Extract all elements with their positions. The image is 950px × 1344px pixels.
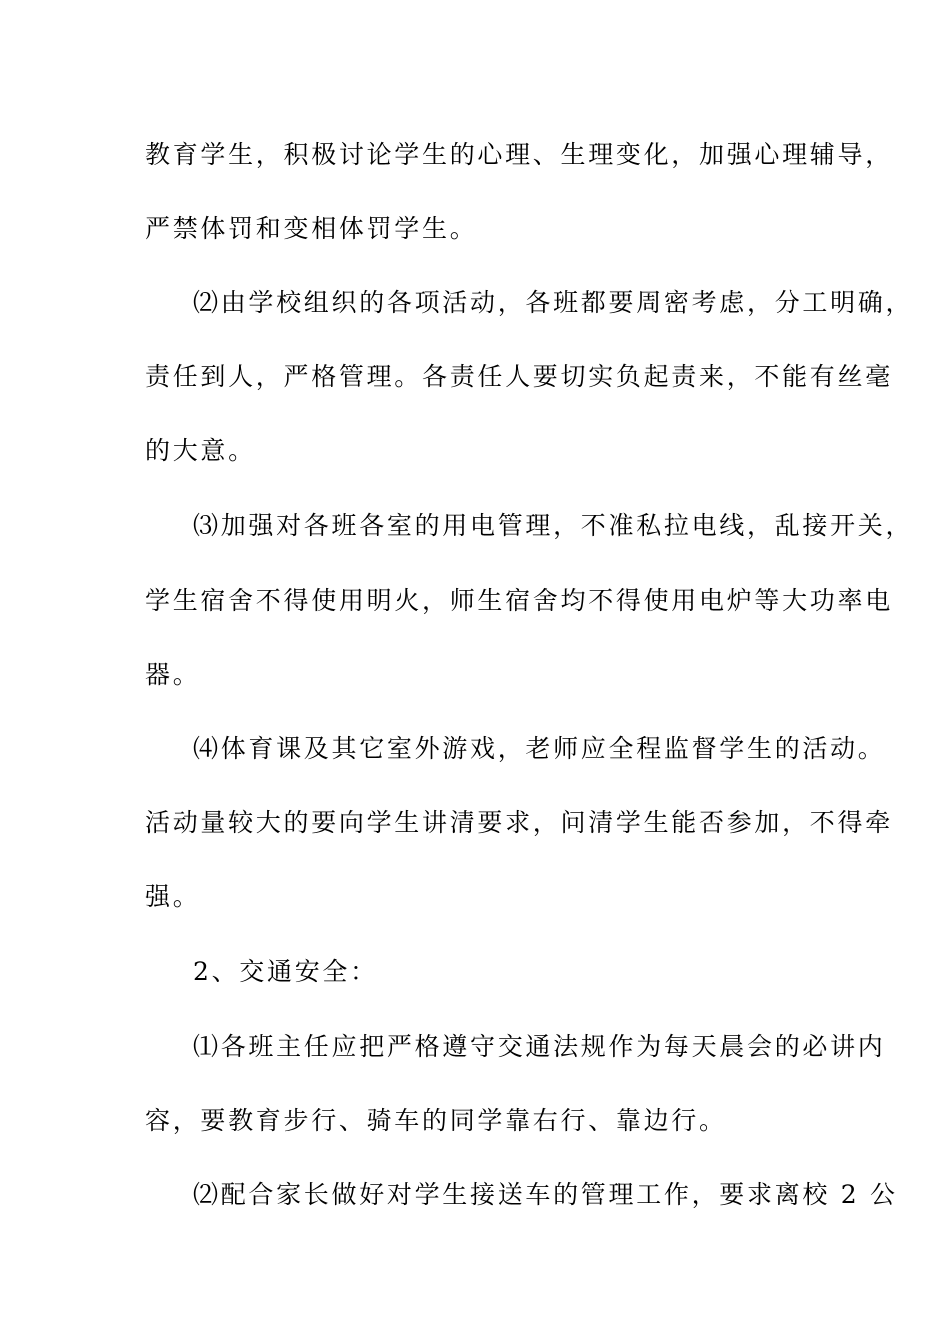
- paragraph-start-line: ⑷体育课及其它室外游戏，老师应全程监督学生的活动。: [193, 734, 886, 763]
- paragraph-start-line: ⑶加强对各班各室的用电管理，不准私拉电线，乱接开关，: [193, 511, 914, 540]
- text-line: 的大意。: [145, 436, 256, 465]
- text-line: 容，要教育步行、骑车的同学靠右行、靠边行。: [145, 1106, 727, 1135]
- text-line: 严禁体罚和变相体罚学生。: [145, 214, 478, 243]
- text-line: 责任到人，严格管理。各责任人要切实负起责来，不能有丝毫: [145, 362, 893, 391]
- text-line: 器。: [145, 660, 201, 689]
- text-line: 强。: [145, 882, 201, 911]
- section-heading: 2、交通安全：: [193, 957, 378, 986]
- text-line: 学生宿舍不得使用明火，师生宿舍均不得使用电炉等大功率电: [145, 586, 893, 615]
- text-line: 活动量较大的要向学生讲清要求，问清学生能否参加，不得牵: [145, 808, 893, 837]
- paragraph-start-line: ⑴各班主任应把严格遵守交通法规作为每天晨会的必讲内: [193, 1032, 886, 1061]
- paragraph-start-line: ⑵配合家长做好对学生接送车的管理工作，要求离校 2 公: [193, 1180, 898, 1209]
- text-line: 教育学生，积极讨论学生的心理、生理变化，加强心理辅导，: [145, 140, 893, 169]
- paragraph-start-line: ⑵由学校组织的各项活动，各班都要周密考虑，分工明确，: [193, 288, 914, 317]
